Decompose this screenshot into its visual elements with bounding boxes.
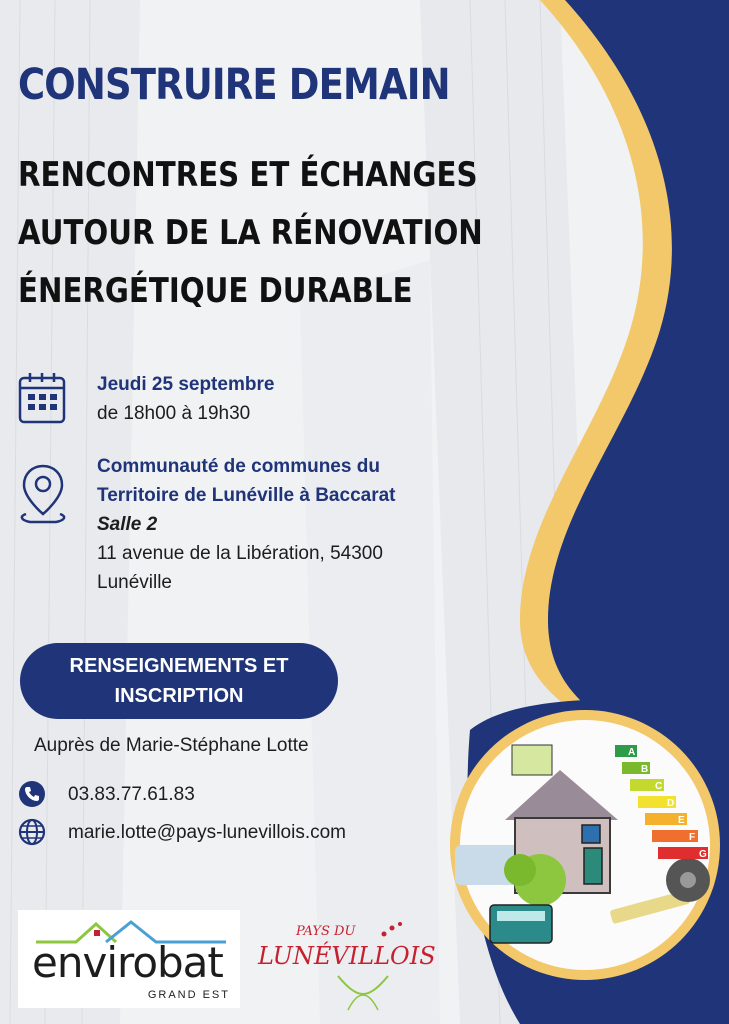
registration-info-button[interactable]	[20, 643, 338, 719]
envirobat-region: GRAND EST	[147, 989, 230, 1001]
energy-label: E	[678, 815, 685, 826]
globe-icon	[18, 818, 46, 846]
subtitle-line: RENCONTRES ET ÉCHANGES	[18, 155, 478, 195]
registration-line: INSCRIPTION	[114, 685, 244, 707]
pays-logo-big: LUNÉVILLOIS	[258, 942, 436, 970]
location-room: Salle 2	[97, 514, 158, 535]
phone-icon	[18, 780, 46, 808]
contact-person: Auprès de Marie-Stéphane Lotte	[34, 735, 309, 756]
event-subtitle	[18, 146, 483, 320]
energy-label: F	[689, 832, 696, 843]
energy-label: A	[628, 747, 636, 758]
location-org-line: Communauté de communes du	[97, 456, 380, 477]
pays-lunevillois-logo	[258, 920, 436, 1016]
pays-logo-swirl	[328, 970, 398, 1016]
calendar-icon	[18, 372, 66, 424]
energy-label: G	[699, 849, 707, 860]
event-date-block	[97, 370, 274, 428]
registration-line: RENSEIGNEMENTS ET	[69, 655, 289, 677]
energy-label: C	[655, 781, 663, 792]
pays-logo-dots	[378, 920, 408, 940]
contact-email[interactable]: marie.lotte@pays-lunevillois.com	[68, 822, 346, 843]
pays-logo-small: PAYS DU	[296, 924, 356, 939]
envirobat-wordmark: envirobat	[32, 938, 223, 987]
subtitle-line: ÉNERGÉTIQUE DURABLE	[18, 271, 413, 311]
location-address-line: Lunéville	[97, 572, 172, 593]
energy-label: B	[641, 764, 649, 775]
contact-phone[interactable]: 03.83.77.61.83	[68, 784, 195, 805]
page-title: CONSTRUIRE DEMAIN	[18, 60, 450, 110]
location-pin-icon	[18, 462, 68, 524]
event-time: de 18h00 à 19h30	[97, 403, 251, 424]
location-org-line: Territoire de Lunéville à Baccarat	[97, 485, 396, 506]
location-address-line: 11 avenue de la Libération, 54300	[97, 543, 383, 564]
event-day: Jeudi 25 septembre	[97, 374, 275, 395]
envirobat-logo	[18, 910, 240, 1008]
energy-label: D	[667, 798, 675, 809]
event-location-block	[97, 452, 396, 597]
subtitle-line: AUTOUR DE LA RÉNOVATION	[18, 213, 483, 253]
